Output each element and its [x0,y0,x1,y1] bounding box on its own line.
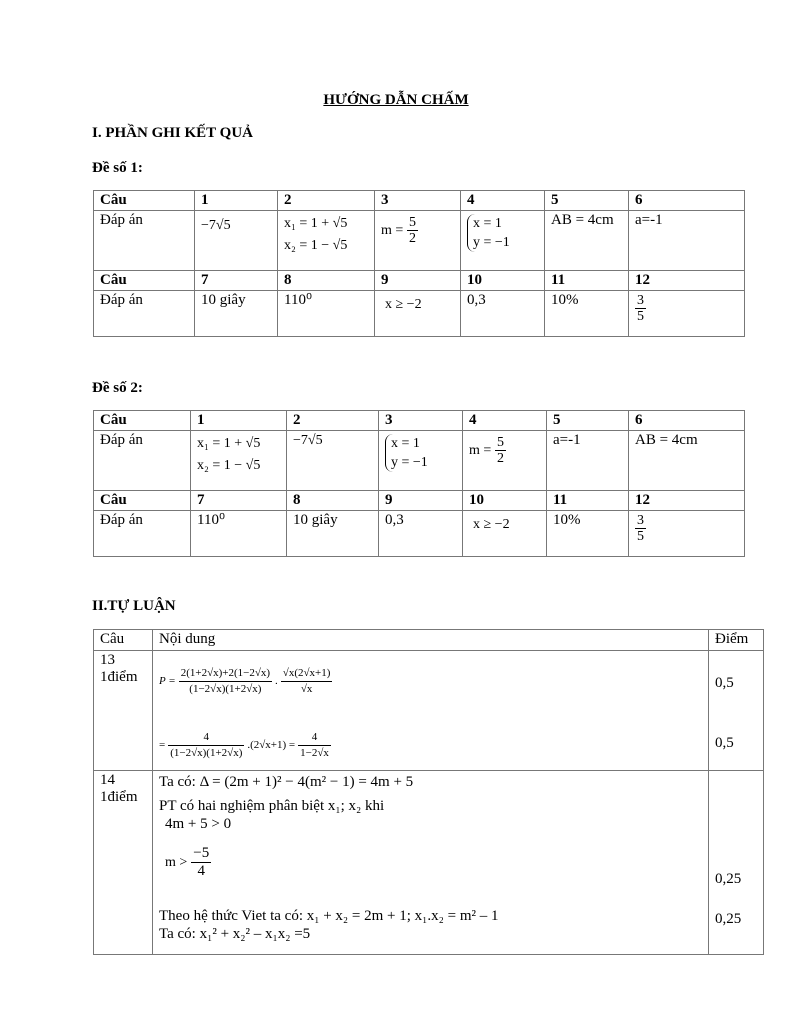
answer-cell: 10% [545,291,629,337]
fraction: $\frac{4}{1-2√x}$ [300,730,329,759]
table-row [94,431,745,491]
answer-cell: x₁ = 1 + √5 x₂ = 1 − √5 [278,211,375,271]
answer-cell: 0,3 [379,511,463,557]
answer-cell: 10 giây [195,291,278,337]
solution-line: Theo hệ thức Viet ta có: x₁ + x₂ = 2m + 1; x₁.x₂ = m² – 1 [159,908,499,924]
table-row [94,291,745,337]
header-cell: 10 [461,271,545,291]
table-row [94,211,745,271]
question-14-row [94,771,764,955]
fraction: $\frac{3}{5}$ [637,293,644,324]
answer-cell: m = $\frac{5}{2}$ [375,211,461,271]
header-cell: Câu [94,191,195,211]
score-cell [709,651,764,771]
answer-cell: 10 giây [287,511,379,557]
score-value: 0,25 [715,871,742,887]
header-cell: 7 [191,491,287,511]
exam-2-answer-table [93,410,745,557]
table-header-row [94,191,745,211]
header-cell: 12 [629,491,745,511]
table-header-row [94,630,764,651]
answer-cell: x ≥ −2 [463,511,547,557]
score-value: 0,5 [715,735,734,751]
header-cell: 4 [461,191,545,211]
header-cell: 3 [379,411,463,431]
solution-cell [153,771,709,955]
header-cell: 11 [547,491,629,511]
solution-line: m > $\frac{-5}{4}$ [165,844,210,879]
score-value: 0,25 [715,911,742,927]
section-heading-results: I. PHẦN GHI KẾT QUẢ [92,125,253,141]
solution-cell [153,651,709,771]
answer-cell: a=-1 [629,211,745,271]
header-cell: 8 [287,491,379,511]
fraction: $\frac{√x(2√x+1)}{√x}$ [282,666,331,695]
header-cell: Câu [94,411,191,431]
question-points: 1điểm [100,789,138,805]
header-cell: Câu [94,630,153,651]
header-cell: 7 [195,271,278,291]
exam-1-answer-table [93,190,745,337]
score-cell [709,771,764,955]
answer-cell: x₁ = 1 + √5 x₂ = 1 − √5 [191,431,287,491]
answer-cell: a=-1 [547,431,629,491]
table-header-row [94,411,745,431]
page-title: HƯỚNG DẪN CHẤM [323,92,469,108]
question-number: 14 [100,772,115,788]
fraction: $\frac{5}{2}$ [497,435,505,466]
fraction: $\frac{3}{5}$ [637,513,644,544]
answer-cell [379,431,463,491]
header-cell: 6 [629,411,745,431]
header-cell: 5 [545,191,629,211]
header-cell: 3 [375,191,461,211]
solution-line: 4m + 5 > 0 [165,816,232,832]
header-cell: 12 [629,271,745,291]
answer-cell: m = $\frac{5}{2}$ [463,431,547,491]
answer-cell: AB = 4cm [545,211,629,271]
question-number: 13 [100,652,115,668]
table-row [94,511,745,557]
header-cell: 9 [375,271,461,291]
row-label: Đáp án [94,291,195,337]
fraction: $\frac{-5}{4}$ [193,844,210,879]
solution-line: = $\frac{4}{(1-2√x)(1+2√x)}$ .(2√x+1) = $\frac{4}{1-2√x}$ [159,730,329,759]
header-cell: 8 [278,271,375,291]
header-cell: 5 [547,411,629,431]
essay-grading-table [93,629,764,955]
question-points: 1điểm [100,669,138,685]
exam-2-label: Đề số 2: [92,380,143,396]
header-cell: Điểm [709,630,764,651]
header-cell: 10 [463,491,547,511]
header-cell: 9 [379,491,463,511]
fraction: $\frac{4}{(1-2√x)(1+2√x)}$ [170,730,243,759]
equation-system: x = 1 y = −1 [385,434,428,472]
solution-line: Ta có: x₁² + x₂² – x₁x₂ =5 [159,926,311,942]
header-cell: 1 [191,411,287,431]
answer-cell: −7√5 [195,211,278,271]
section-heading-essay: II.TỰ LUẬN [92,598,176,614]
header-cell: 4 [463,411,547,431]
solution-line: PT có hai nghiệm phân biệt x₁; x₂ khi [159,798,385,814]
header-cell: 2 [287,411,379,431]
row-label: Đáp án [94,511,191,557]
answer-cell: 0,3 [461,291,545,337]
row-label: Đáp án [94,211,195,271]
solution-line: Ta có: Δ = (2m + 1)² − 4(m² − 1) = 4m + 5 [159,774,414,790]
answer-cell [629,291,745,337]
answer-cell [629,511,745,557]
header-cell: Câu [94,271,195,291]
header-cell: 6 [629,191,745,211]
header-cell: 1 [195,191,278,211]
header-cell: Nội dung [153,630,709,651]
answer-cell: 110⁰ [191,511,287,557]
equation-system: x = 1 y = −1 [467,214,510,252]
score-value: 0,5 [715,675,734,691]
header-cell: 11 [545,271,629,291]
fraction: $\frac{5}{2}$ [409,215,417,246]
question-13-row [94,651,764,771]
answer-cell: 10% [547,511,629,557]
exam-1-label: Đề số 1: [92,160,143,176]
answer-cell: −7√5 [287,431,379,491]
table-header-row [94,491,745,511]
question-number-cell [94,651,153,771]
fraction: $\frac{2(1+2√x)+2(1-2√x)}{(1-2√x)(1+2√x)}$ [180,666,271,695]
answer-cell [461,211,545,271]
header-cell: Câu [94,491,191,511]
table-header-row [94,271,745,291]
answer-cell: 110⁰ [278,291,375,337]
answer-cell: AB = 4cm [629,431,745,491]
row-label: Đáp án [94,431,191,491]
header-cell: 2 [278,191,375,211]
question-number-cell [94,771,153,955]
solution-line: P = $\frac{2(1+2√x)+2(1-2√x)}{(1-2√x)(1+2√x)}$ . $\frac{√x(2√x+1)}{√x}$ [159,666,331,695]
answer-cell: x ≥ −2 [375,291,461,337]
